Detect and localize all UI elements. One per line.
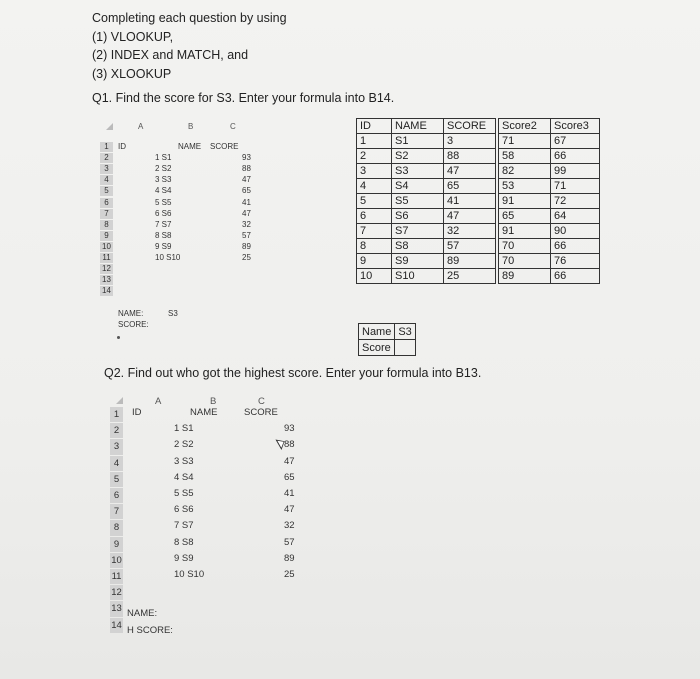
score-value-cell[interactable] xyxy=(395,340,415,356)
table-row xyxy=(357,164,600,179)
row-number: 3 xyxy=(110,439,123,454)
column-header: B xyxy=(210,396,217,407)
table-cell: 4 xyxy=(357,179,392,194)
table-cell: 91 xyxy=(499,224,551,239)
id-name-cell: 10 S10 xyxy=(174,569,205,580)
header-name: NAME xyxy=(178,142,202,151)
table-cell: 72 xyxy=(551,194,600,209)
table-cell: S3 xyxy=(392,164,444,179)
table-cell: 47 xyxy=(444,164,496,179)
score-cell: 65 xyxy=(242,186,251,196)
instruction-line: (2) INDEX and MATCH, and xyxy=(92,48,249,62)
table-cell: 90 xyxy=(551,224,600,239)
name-label: NAME: xyxy=(127,608,158,619)
score-cell: 32 xyxy=(284,520,295,532)
table-cell: 71 xyxy=(499,134,551,149)
table-cell: S6 xyxy=(392,209,444,224)
table-cell: 70 xyxy=(499,239,551,254)
id-name-cell: 7 S7 xyxy=(174,520,194,532)
row-number: 2 xyxy=(100,153,113,163)
row-number: 6 xyxy=(100,198,113,208)
table-cell: 3 xyxy=(357,164,392,179)
id-name-cell: 9 S9 xyxy=(174,552,194,564)
score-cell: 65 xyxy=(284,471,295,483)
table-row xyxy=(357,254,600,269)
score-cell: 89 xyxy=(284,552,295,564)
score-cell: 88 xyxy=(242,164,251,174)
table-cell: 89 xyxy=(444,254,496,269)
row-number: 7 xyxy=(100,209,113,219)
column-header: A xyxy=(138,122,144,131)
table-row xyxy=(357,209,600,224)
id-name-cell: 8 S8 xyxy=(155,230,172,240)
row-number: 7 xyxy=(110,504,123,519)
row-number: 12 xyxy=(100,264,113,274)
table-cell: 1 xyxy=(357,134,392,149)
instruction-line: (1) VLOOKUP, xyxy=(92,29,174,44)
select-all-corner xyxy=(116,397,123,404)
table-cell: 25 xyxy=(444,269,496,284)
table-cell: S1 xyxy=(392,134,444,149)
row-number: 8 xyxy=(110,520,123,535)
score-cell: 25 xyxy=(284,569,295,580)
lookup-table xyxy=(358,323,416,356)
table-cell: 89 xyxy=(499,269,551,284)
score-cell: 93 xyxy=(284,423,295,435)
table-cell: S9 xyxy=(392,254,444,269)
row-number: 11 xyxy=(110,569,123,584)
column-header: B xyxy=(188,122,194,131)
table-cell: Score2 xyxy=(499,119,551,134)
question-1: Q1. Find the score for S3. Enter your formula into B14. xyxy=(92,91,395,105)
id-name-cell: 2 S2 xyxy=(174,439,194,451)
table-cell: SCORE xyxy=(444,119,496,134)
table-cell: 64 xyxy=(551,209,600,224)
row-number: 4 xyxy=(100,175,113,185)
table-row xyxy=(357,194,600,209)
table-cell: 57 xyxy=(444,239,496,254)
row-number: 13 xyxy=(100,275,113,285)
score-cell: 41 xyxy=(242,197,251,207)
score-cell: 93 xyxy=(242,153,251,163)
bullet-dot xyxy=(117,336,120,339)
table-cell: 2 xyxy=(357,149,392,164)
row-number: 6 xyxy=(110,488,123,503)
id-name-cell: 5 S5 xyxy=(174,488,194,499)
id-name-cell: 10 S10 xyxy=(155,253,181,262)
id-name-cell: 1 S1 xyxy=(174,423,194,435)
table-cell: 91 xyxy=(499,194,551,209)
table-cell: 88 xyxy=(444,149,496,164)
table-cell: 66 xyxy=(551,149,600,164)
table-cell: 65 xyxy=(444,179,496,194)
table-cell: 9 xyxy=(357,254,392,269)
score-cell: 47 xyxy=(242,175,251,185)
table-row xyxy=(357,149,600,164)
table-cell: 7 xyxy=(357,224,392,239)
table-cell: S8 xyxy=(392,239,444,254)
table-cell: 32 xyxy=(444,224,496,239)
header-score: SCORE xyxy=(210,142,239,151)
question-2: Q2. Find out who got the highest score. Enter your formula into B13. xyxy=(104,366,482,380)
table-cell: 70 xyxy=(499,254,551,269)
table-cell: S10 xyxy=(392,269,444,284)
score-cell: 47 xyxy=(242,208,251,218)
table-row xyxy=(357,239,600,254)
name-value-cell: S3 xyxy=(395,324,415,340)
table-row xyxy=(357,134,600,149)
table-cell: ID xyxy=(357,119,392,134)
table-cell: 8 xyxy=(357,239,392,254)
table-cell: 41 xyxy=(444,194,496,209)
name-label-cell: Name xyxy=(359,324,395,340)
table-cell: S7 xyxy=(392,224,444,239)
table-cell: 47 xyxy=(444,209,496,224)
name-label: NAME: xyxy=(118,309,144,318)
table-cell: 58 xyxy=(499,149,551,164)
instruction-line: Completing each question by using xyxy=(92,11,287,25)
id-name-cell: 4 S4 xyxy=(155,186,172,196)
table-cell: 71 xyxy=(551,179,600,194)
table-cell: S4 xyxy=(392,179,444,194)
row-number: 10 xyxy=(110,553,123,568)
score-label: SCORE: xyxy=(118,320,149,329)
row-number: 2 xyxy=(110,423,123,438)
table-cell: 5 xyxy=(357,194,392,209)
table-cell: 99 xyxy=(551,164,600,179)
id-name-cell: 8 S8 xyxy=(174,536,194,548)
table-cell: 76 xyxy=(551,254,600,269)
row-number: 8 xyxy=(100,220,113,230)
table-cell: Score3 xyxy=(551,119,600,134)
table-row xyxy=(357,269,600,284)
header-score: SCORE xyxy=(244,407,278,418)
score-cell: 25 xyxy=(242,253,251,262)
table-cell: 10 xyxy=(357,269,392,284)
column-header: A xyxy=(155,396,162,407)
id-name-cell: 6 S6 xyxy=(174,504,194,516)
score-cell: 57 xyxy=(242,230,251,240)
id-name-cell: 9 S9 xyxy=(155,241,172,251)
row-number: 12 xyxy=(110,585,123,600)
score-cell: 57 xyxy=(284,536,295,548)
instruction-line: (3) XLOOKUP xyxy=(92,66,172,81)
q1-spreadsheet xyxy=(100,122,270,332)
score-table xyxy=(356,118,600,284)
q2-spreadsheet xyxy=(110,396,300,646)
row-number: 1 xyxy=(100,142,113,152)
table-cell: 3 xyxy=(444,134,496,149)
id-name-cell: 4 S4 xyxy=(174,471,194,483)
score-cell: 47 xyxy=(284,504,295,516)
score-cell: 32 xyxy=(242,219,251,229)
id-name-cell: 3 S3 xyxy=(174,455,194,467)
id-name-cell: 5 S5 xyxy=(155,197,172,207)
table-cell: 65 xyxy=(499,209,551,224)
score-cell: 88 xyxy=(284,439,295,451)
row-number: 5 xyxy=(100,186,113,196)
table-row xyxy=(357,224,600,239)
score-label: H SCORE: xyxy=(127,625,173,636)
row-number: 10 xyxy=(100,242,113,252)
header-id: ID xyxy=(118,142,126,151)
score-cell: 41 xyxy=(284,488,295,499)
row-number: 3 xyxy=(100,164,113,174)
table-cell: NAME xyxy=(392,119,444,134)
row-number: 4 xyxy=(110,456,123,471)
table-cell: 66 xyxy=(551,239,600,254)
name-value: S3 xyxy=(168,309,178,318)
row-number: 14 xyxy=(100,286,113,296)
id-name-cell: 1 S1 xyxy=(155,153,172,163)
table-cell: 66 xyxy=(551,269,600,284)
score-cell: 47 xyxy=(284,455,295,467)
table-cell: S2 xyxy=(392,149,444,164)
table-row xyxy=(357,179,600,194)
table-header-row xyxy=(357,119,600,134)
instructions xyxy=(92,9,287,83)
id-name-cell: 6 S6 xyxy=(155,208,172,218)
row-number: 11 xyxy=(100,253,113,263)
id-name-cell: 3 S3 xyxy=(155,175,172,185)
header-name: NAME xyxy=(190,407,218,418)
table-cell: 82 xyxy=(499,164,551,179)
column-header: C xyxy=(230,122,236,131)
table-cell: 67 xyxy=(551,134,600,149)
column-header: C xyxy=(258,396,265,407)
id-name-cell: 7 S7 xyxy=(155,219,172,229)
header-id: ID xyxy=(132,407,142,418)
row-number: 9 xyxy=(100,231,113,241)
row-number: 13 xyxy=(110,601,123,616)
row-number: 5 xyxy=(110,472,123,487)
row-number: 14 xyxy=(110,618,123,633)
row-number: 1 xyxy=(110,407,123,422)
table-cell: S5 xyxy=(392,194,444,209)
id-name-cell: 2 S2 xyxy=(155,164,172,174)
table-cell: 6 xyxy=(357,209,392,224)
score-label-cell: Score xyxy=(359,340,395,356)
score-cell: 89 xyxy=(242,241,251,251)
row-number: 9 xyxy=(110,537,123,552)
select-all-corner xyxy=(106,123,113,130)
table-cell: 53 xyxy=(499,179,551,194)
